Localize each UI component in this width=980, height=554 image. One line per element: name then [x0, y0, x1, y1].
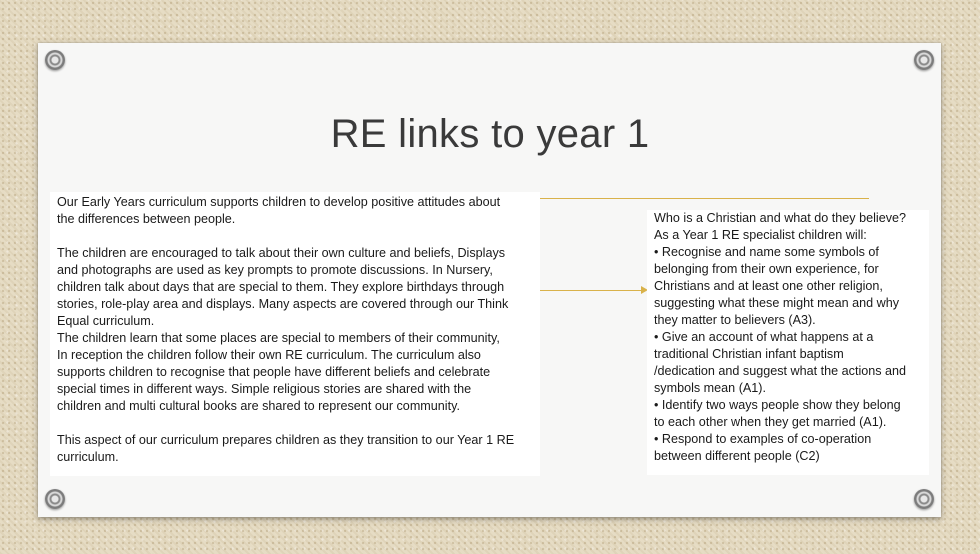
paragraph-community: The children learn that some places are special to members of their community, In reception the children follow their own RE curriculum. The curriculum also supports children to recognise that people have different beliefs and celebrate special times in different ways. Simple religious stories are shared with the children and multi cultural books are shared to represent our community.: [57, 331, 500, 413]
slide-title: RE links to year 1: [330, 112, 650, 156]
list-item: • Recognise and name some symbols of belonging from their own experience, for Christians and at least one other religion, suggesting what these might mean and why they matter to believers (A3).: [654, 245, 900, 327]
paragraph-intro: Our Early Years curriculum supports children to develop positive attitudes about the differences between people.: [57, 195, 501, 226]
accent-divider: [540, 198, 869, 199]
list-item: • Respond to examples of co-operation between different people (C2): [654, 432, 872, 463]
paragraph-transition: This aspect of our curriculum prepares children as they transition to our Year 1 RE curriculum.: [57, 433, 515, 464]
list-item: • Give an account of what happens at a traditional Christian infant baptism /dedication and suggest what the actions and symbols mean (A1).: [654, 330, 907, 395]
rivet-icon: [45, 50, 65, 70]
year1-heading: Who is a Christian and what do they believe?: [654, 211, 907, 225]
year1-intro: As a Year 1 RE specialist children will:: [654, 228, 867, 242]
rivet-icon: [914, 50, 934, 70]
paragraph-culture: The children are encouraged to talk about their own culture and beliefs, Displays and photographs are used as key prompts to promote discussions. In Nursery, children talk about days that are special to them. They explore birthdays through stories, role-play area and displays. Many aspects are covered through our Think Equal curriculum.: [57, 246, 509, 328]
rivet-icon: [45, 489, 65, 509]
early-years-text-box[interactable]: [50, 192, 540, 476]
year1-text-box[interactable]: [647, 210, 929, 475]
connector-arrow-line: [540, 290, 643, 291]
list-item: • Identify two ways people show they belong to each other when they get married (A1).: [654, 398, 901, 429]
rivet-icon: [914, 489, 934, 509]
